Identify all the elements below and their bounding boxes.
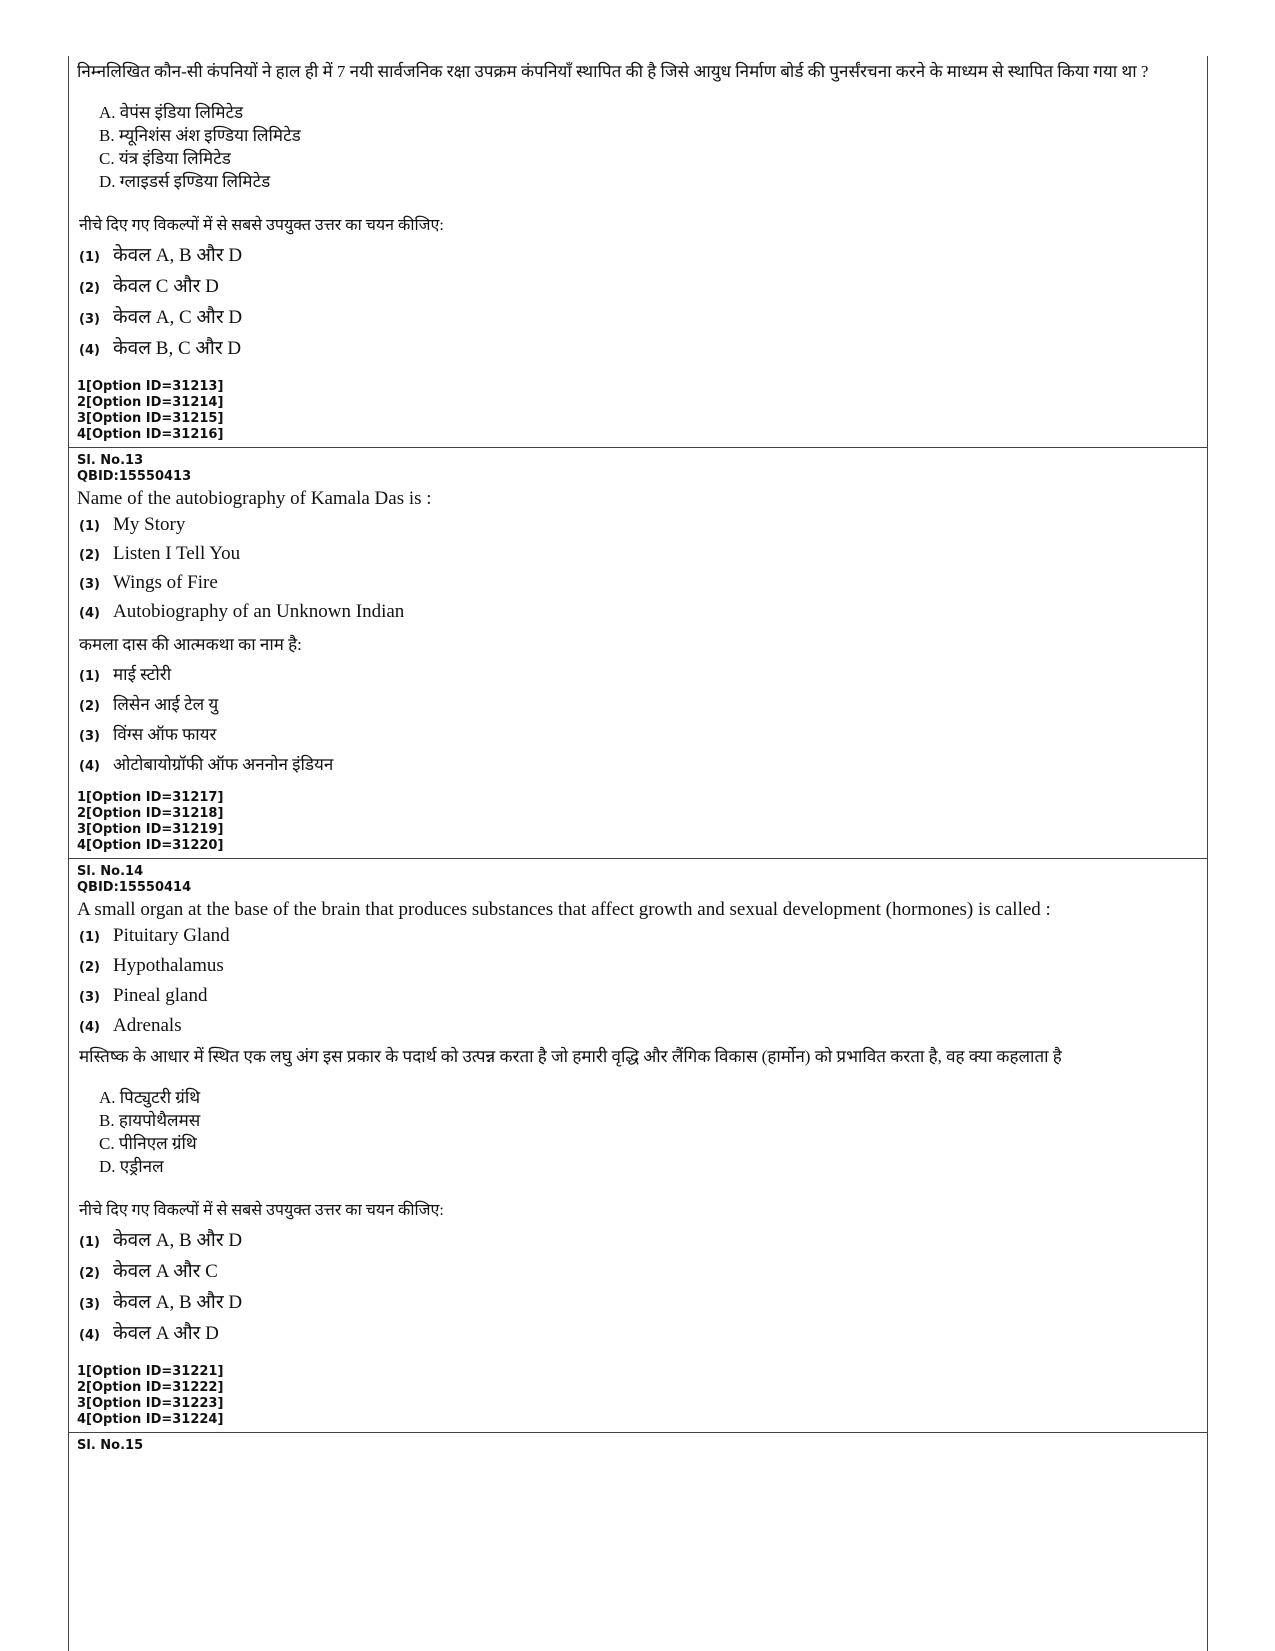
choose-prompt: नीचे दिए गए विकल्पों में से सबसे उपयुक्त उत्तर का चयन कीजिए: xyxy=(79,217,444,234)
option-number: (4) xyxy=(79,1328,100,1343)
option-number: (3) xyxy=(79,1297,100,1312)
answer-options xyxy=(77,1226,1199,1350)
answer-options xyxy=(77,241,1199,365)
statement-item xyxy=(99,1109,1199,1132)
statement-item xyxy=(99,147,1199,170)
answer-options-hindi xyxy=(77,662,1199,780)
option-id: 3[Option ID=31219] xyxy=(77,822,224,837)
option-text: Listen I Tell You xyxy=(113,543,241,564)
statement-text: म्यूनिशंस अंश इण्डिया लिमिटेड xyxy=(118,126,301,145)
option-text: Adrenals xyxy=(113,1015,182,1036)
option-text: केवल A, B और D xyxy=(113,245,243,266)
statement-text: पिट्युटरी ग्रंथि xyxy=(119,1088,201,1107)
option-text: My Story xyxy=(113,514,186,535)
option-number: (3) xyxy=(79,312,100,327)
option-number: (4) xyxy=(79,1020,100,1035)
option-id-list xyxy=(77,790,1199,858)
question-text-english: A small organ at the base of the brain that produces substances that affect growth and sexual development (hormones) is called : xyxy=(77,899,1051,920)
answer-option[interactable] xyxy=(77,955,1199,985)
answer-option[interactable] xyxy=(77,1257,1199,1288)
option-number: (1) xyxy=(79,519,100,534)
answer-option[interactable] xyxy=(77,662,1199,692)
answer-option[interactable] xyxy=(77,543,1199,572)
question-15-block xyxy=(69,1432,1207,1454)
option-text: ओटोबायोग्रॉफी ऑफ अननोन इंडियन xyxy=(113,755,334,774)
option-number: (4) xyxy=(79,606,100,621)
question-bank-id: QBID:15550414 xyxy=(77,880,192,895)
statement-item xyxy=(99,170,1199,193)
statement-item xyxy=(99,1086,1199,1109)
option-text: केवल A, B और D xyxy=(113,1292,243,1313)
option-number: (1) xyxy=(79,1235,100,1250)
question-12-block xyxy=(69,56,1207,447)
option-number: (4) xyxy=(79,343,100,358)
answer-options-english xyxy=(77,514,1199,631)
statement-text: हायपोथैलमस xyxy=(118,1111,201,1130)
answer-option[interactable] xyxy=(77,601,1199,631)
option-id: 3[Option ID=31215] xyxy=(77,411,224,426)
answer-option[interactable] xyxy=(77,925,1199,955)
answer-option[interactable] xyxy=(77,1319,1199,1350)
option-text: केवल A, C और D xyxy=(113,307,243,328)
answer-option[interactable] xyxy=(77,241,1199,272)
option-text: Pituitary Gland xyxy=(113,925,230,946)
answer-option[interactable] xyxy=(77,1015,1199,1043)
option-number: (3) xyxy=(79,990,100,1005)
option-number: (1) xyxy=(79,250,100,265)
option-number: (4) xyxy=(79,759,100,774)
statement-key: C. xyxy=(99,149,115,168)
option-text: केवल C और D xyxy=(113,276,219,297)
statement-text: एड्रीनल xyxy=(119,1157,164,1176)
answer-option[interactable] xyxy=(77,303,1199,334)
option-text: Autobiography of an Unknown Indian xyxy=(113,601,405,622)
statement-key: B. xyxy=(99,126,115,145)
option-text: Pineal gland xyxy=(113,985,208,1006)
answer-option[interactable] xyxy=(77,334,1199,365)
option-id: 4[Option ID=31216] xyxy=(77,427,224,442)
option-id: 2[Option ID=31222] xyxy=(77,1380,224,1395)
option-number: (3) xyxy=(79,577,100,592)
option-number: (2) xyxy=(79,960,100,975)
option-id: 1[Option ID=31221] xyxy=(77,1364,224,1379)
option-text: केवल A और D xyxy=(113,1323,219,1344)
statement-text: ग्लाइडर्स इण्डिया लिमिटेड xyxy=(119,172,271,191)
option-number: (2) xyxy=(79,281,100,296)
answer-option[interactable] xyxy=(77,514,1199,543)
serial-number: Sl. No.14 xyxy=(77,864,144,879)
serial-number: Sl. No.13 xyxy=(77,453,144,468)
question-bank-id: QBID:15550413 xyxy=(77,469,192,484)
statement-key: A. xyxy=(99,1088,116,1107)
statement-key: D. xyxy=(99,1157,116,1176)
answer-option[interactable] xyxy=(77,1226,1199,1257)
statement-key: C. xyxy=(99,1134,115,1153)
statement-item xyxy=(99,1132,1199,1155)
option-number: (3) xyxy=(79,729,100,744)
option-number: (2) xyxy=(79,699,100,714)
option-number: (1) xyxy=(79,669,100,684)
answer-option[interactable] xyxy=(77,752,1199,780)
option-id: 4[Option ID=31220] xyxy=(77,838,224,853)
statement-text: पीनिएल ग्रंथि xyxy=(118,1134,197,1153)
option-id-list xyxy=(77,379,1199,447)
serial-number: Sl. No.15 xyxy=(77,1438,144,1453)
statement-key: D. xyxy=(99,172,116,191)
option-text: माई स्टोरी xyxy=(113,665,172,684)
option-id: 4[Option ID=31224] xyxy=(77,1412,224,1427)
question-text-hindi: मस्तिष्क के आधार में स्थित एक लघु अंग इस प्रकार के पदार्थ को उत्पन्न करता है जो हमारी वृद्धि और लैंगिक विकास (हार्मोन) को प्रभावित करता है, वह क्या कहलाता है xyxy=(79,1047,1062,1066)
question-text-hindi: निम्नलिखित कौन-सी कंपनियों ने हाल ही में 7 नयी सार्वजनिक रक्षा उपक्रम कंपनियाँ स्थापित की है जिसे आयुध निर्माण बोर्ड की पुनर्संरचना करने के माध्यम से स्थापित किया गया था ? xyxy=(77,62,1149,81)
answer-option[interactable] xyxy=(77,272,1199,303)
statement-item xyxy=(99,101,1199,124)
option-text: केवल A, B और D xyxy=(113,1230,243,1251)
answer-option[interactable] xyxy=(77,572,1199,601)
question-13-block xyxy=(69,447,1207,858)
answer-option[interactable] xyxy=(77,1288,1199,1319)
answer-option[interactable] xyxy=(77,722,1199,752)
option-id: 1[Option ID=31217] xyxy=(77,790,224,805)
question-14-block xyxy=(69,858,1207,1432)
option-text: Wings of Fire xyxy=(113,572,218,593)
answer-options-english xyxy=(77,925,1199,1043)
answer-option[interactable] xyxy=(77,985,1199,1015)
option-id-list xyxy=(77,1364,1199,1432)
question-sheet xyxy=(68,56,1208,1651)
statement-item xyxy=(99,1155,1199,1178)
option-text: लिसेन आई टेल यु xyxy=(113,695,219,714)
question-text-english: Name of the autobiography of Kamala Das is : xyxy=(77,488,432,509)
option-number: (2) xyxy=(79,548,100,563)
statement-key: A. xyxy=(99,103,116,122)
statement-key: B. xyxy=(99,1111,115,1130)
statement-list xyxy=(99,101,1199,193)
option-text: Hypothalamus xyxy=(113,955,224,976)
option-id: 1[Option ID=31213] xyxy=(77,379,224,394)
option-text: केवल A और C xyxy=(113,1261,218,1282)
option-number: (2) xyxy=(79,1266,100,1281)
statement-text: वेपंस इंडिया लिमिटेड xyxy=(119,103,244,122)
statement-item xyxy=(99,124,1199,147)
option-id: 2[Option ID=31214] xyxy=(77,395,224,410)
option-number: (1) xyxy=(79,930,100,945)
option-text: केवल B, C और D xyxy=(113,338,242,359)
question-text-hindi: कमला दास की आत्मकथा का नाम है: xyxy=(79,635,302,654)
statement-text: यंत्र इंडिया लिमिटेड xyxy=(118,149,231,168)
option-text: विंग्स ऑफ फायर xyxy=(113,725,217,744)
option-id: 2[Option ID=31218] xyxy=(77,806,224,821)
answer-option[interactable] xyxy=(77,692,1199,722)
choose-prompt: नीचे दिए गए विकल्पों में से सबसे उपयुक्त उत्तर का चयन कीजिए: xyxy=(79,1202,444,1219)
option-id: 3[Option ID=31223] xyxy=(77,1396,224,1411)
statement-list xyxy=(99,1086,1199,1178)
